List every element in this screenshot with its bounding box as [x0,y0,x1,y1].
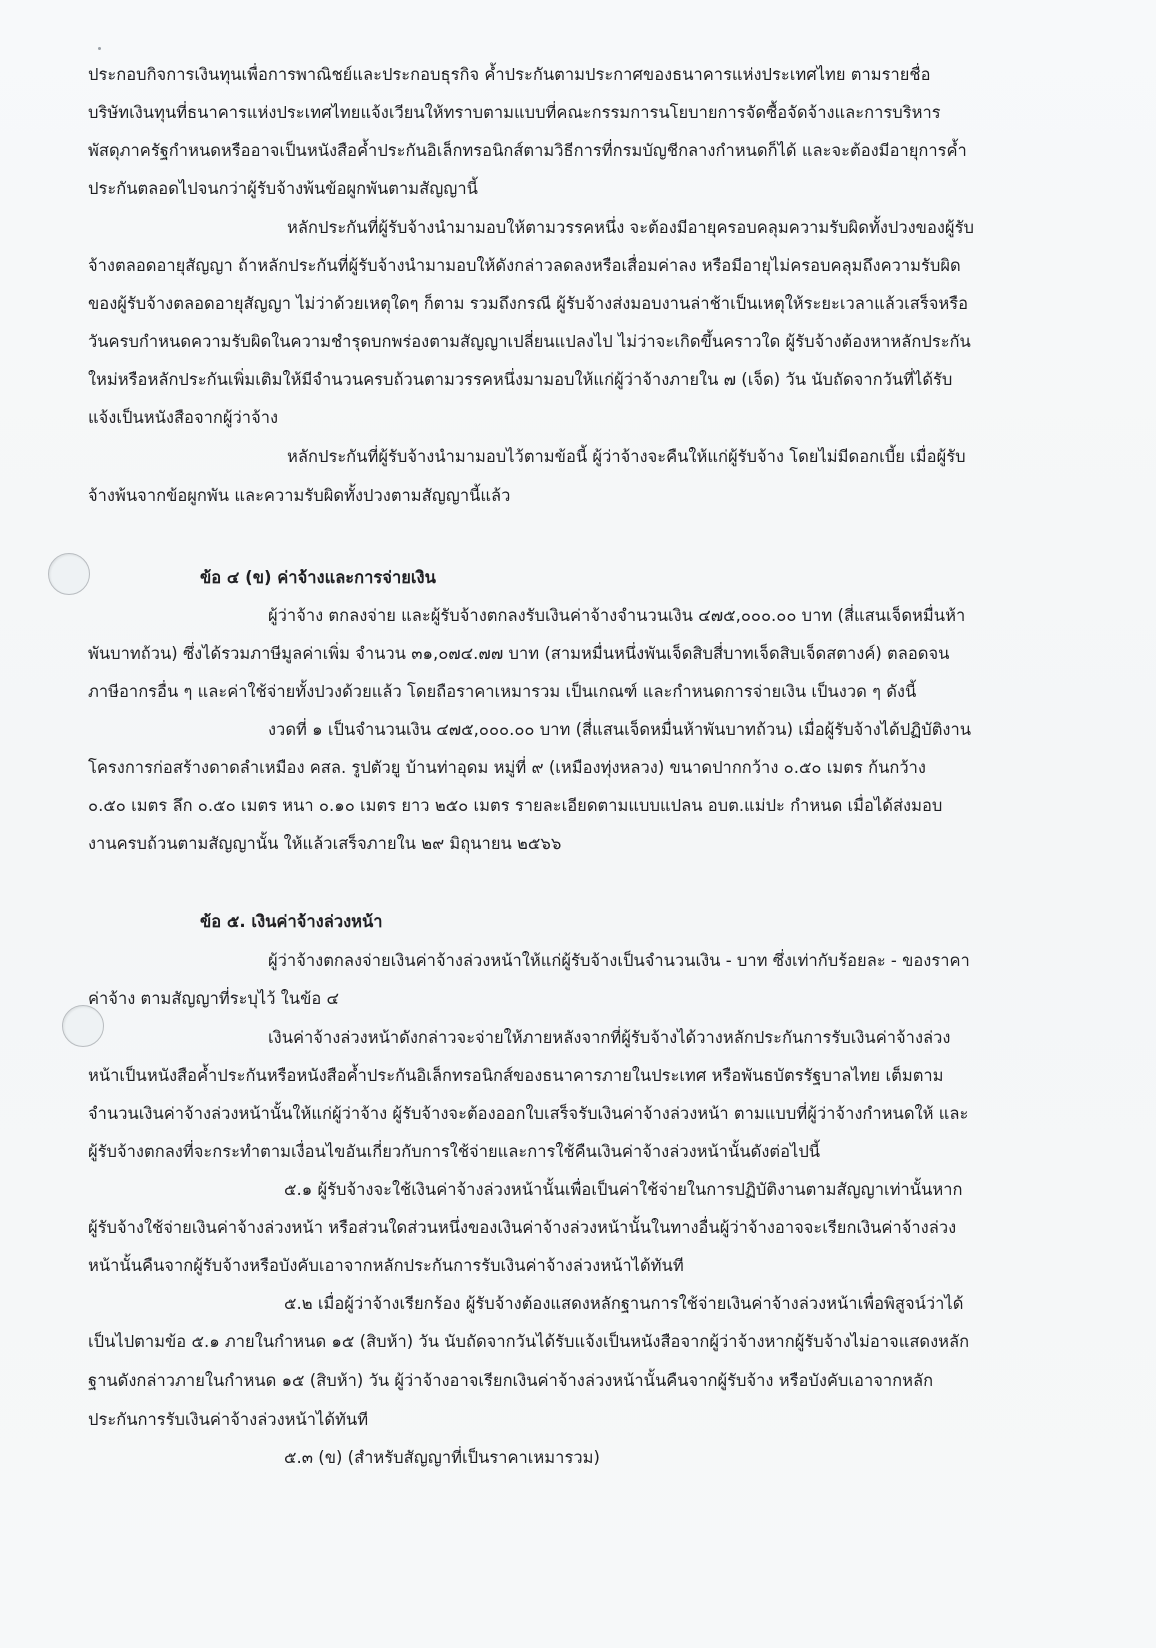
text-line: ประกันการรับเงินค่าจ้างล่วงหน้าได้ทันที [88,1410,369,1429]
text-line: ผู้ว่าจ้างตกลงจ่ายเงินค่าจ้างล่วงหน้าให้แก่ผู้รับจ้างเป็นจำนวนเงิน - บาท ซึ่งเท่ากับร้อยละ - ของราคา [268,951,970,970]
text-line: เป็นไปตามข้อ ๕.๑ ภายในกำหนด ๑๕ (สิบห้า) วัน นับถัดจากวันได้รับแจ้งเป็นหนังสือจากผู้ว่าจ้างหากผู้รับจ้างไม่อาจแสดงหลัก [88,1332,970,1351]
text-line: ๐.๕๐ เมตร ลึก ๐.๕๐ เมตร หนา ๐.๑๐ เมตร ยาว ๒๕๐ เมตร รายละเอียดตามแบบแปลน อบต.แม่ปะ กำหนด เมื่อได้ส่งมอบ [88,796,943,815]
text-line: ประกันตลอดไปจนกว่าผู้รับจ้างพ้นข้อผูกพันตามสัญญานี้ [88,179,478,198]
scan-speck [98,47,101,50]
text-line: พัสดุภาครัฐกำหนดหรืออาจเป็นหนังสือค้ำประกันอิเล็กทรอนิกส์ตามวิธีการที่กรมบัญชีกลางกำหนดก็ได้ และจะต้องมีอายุการค้ำ [88,141,967,160]
text-line: พันบาทถ้วน) ซึ่งได้รวมภาษีมูลค่าเพิ่ม จำนวน ๓๑,๐๗๔.๗๗ บาท (สามหมื่นหนึ่งพันเจ็ดสิบสี่บาทเจ็ดสิบเจ็ดสตางค์) ตลอดจน [88,644,950,663]
text-line: ของผู้รับจ้างตลอดอายุสัญญา ไม่ว่าด้วยเหตุใดๆ ก็ตาม รวมถึงกรณี ผู้รับจ้างส่งมอบงานล่าช้าเป็นเหตุให้ระยะเวลาแล้วเสร็จหรือ [88,294,969,313]
text-line: ผู้รับจ้างใช้จ่ายเงินค่าจ้างล่วงหน้า หรือส่วนใดส่วนหนึ่งของเงินค่าจ้างล่วงหน้านั้นในทางอื่นผู้ว่าจ้างอาจจะเรียกเงินค่าจ้างล่วง [88,1218,957,1237]
text-line: จ้างพ้นจากข้อผูกพัน และความรับผิดทั้งปวงตามสัญญานี้แล้ว [88,486,511,505]
text-line: ค่าจ้าง ตามสัญญาที่ระบุไว้ ในข้อ ๔ [88,989,339,1008]
text-line: โครงการก่อสร้างดาดลำเหมือง คสล. รูปตัวยู บ้านท่าอุดม หมู่ที่ ๙ (เหมืองทุ่งหลวง) ขนาดปากกว้าง ๐.๕๐ เมตร ก้นกว้าง [88,758,926,777]
text-line: วันครบกำหนดความรับผิดในความชำรุดบกพร่องตามสัญญาเปลี่ยนแปลงไป ไม่ว่าจะเกิดขึ้นคราวใด ผู้รับจ้างต้องหาหลักประกัน [88,332,971,351]
text-line: แจ้งเป็นหนังสือจากผู้ว่าจ้าง [88,408,279,427]
text-line: ผู้ว่าจ้าง ตกลงจ่าย และผู้รับจ้างตกลงรับเงินค่าจ้างจำนวนเงิน ๔๗๕,๐๐๐.๐๐ บาท (สี่แสนเจ็ดหมื่นห้า [268,606,966,625]
text-line: หลักประกันที่ผู้รับจ้างนำมามอบให้ตามวรรคหนึ่ง จะต้องมีอายุครอบคลุมความรับผิดทั้งปวงของผู้รับ [287,218,974,237]
text-line: บริษัทเงินทุนที่ธนาคารแห่งประเทศไทยแจ้งเวียนให้ทราบตามแบบที่คณะกรรมการนโยบายการจัดซื้อจัดจ้างและการบริหาร [88,103,941,122]
section-5-heading: ข้อ ๕. เงินค่าจ้างล่วงหน้า [200,912,383,931]
section-4-heading: ข้อ ๔ (ข) ค่าจ้างและการจ่ายเงิน [200,568,436,587]
text-line: หน้าเป็นหนังสือค้ำประกันหรือหนังสือค้ำประกันอิเล็กทรอนิกส์ของธนาคารภายในประเทศ หรือพันธบัตรรัฐบาลไทย เต็มตาม [88,1066,944,1085]
text-line: ฐานดังกล่าวภายในกำหนด ๑๕ (สิบห้า) วัน ผู้ว่าจ้างอาจเรียกเงินค่าจ้างล่วงหน้านั้นคืนจากผู้รับจ้าง หรือบังคับเอาจากหลัก [88,1371,934,1390]
text-line: ใหม่หรือหลักประกันเพิ่มเติมให้มีจำนวนครบถ้วนตามวรรคหนึ่งมามอบให้แก่ผู้ว่าจ้างภายใน ๗ (เจ็ด) วัน นับถัดจากวันที่ได้รับ [88,370,953,389]
item-5-3: ๕.๓ (ข) (สำหรับสัญญาที่เป็นราคาเหมารวม) [284,1448,600,1467]
text-line: ประกอบกิจการเงินทุนเพื่อการพาณิชย์และประกอบธุรกิจ ค้ำประกันตามประกาศของธนาคารแห่งประเทศไทย ตามรายชื่อ [88,65,931,84]
text-line: งวดที่ ๑ เป็นจำนวนเงิน ๔๗๕,๐๐๐.๐๐ บาท (สี่แสนเจ็ดหมื่นห้าพันบาทถ้วน) เมื่อผู้รับจ้างได้ปฏิบัติงาน [268,720,972,739]
text-line: งานครบถ้วนตามสัญญานั้น ให้แล้วเสร็จภายใน ๒๙ มิถุนายน ๒๕๖๖ [88,834,562,853]
text-line: หลักประกันที่ผู้รับจ้างนำมามอบไว้ตามข้อนี้ ผู้ว่าจ้างจะคืนให้แก่ผู้รับจ้าง โดยไม่มีดอกเบี้ย เมื่อผู้รับ [287,447,966,466]
text-line: จำนวนเงินค่าจ้างล่วงหน้านั้นให้แก่ผู้ว่าจ้าง ผู้รับจ้างจะต้องออกใบเสร็จรับเงินค่าจ้างล่วงหน้า ตามแบบที่ผู้ว่าจ้างกำหนดให้ และ [88,1104,969,1123]
text-line: จ้างตลอดอายุสัญญา ถ้าหลักประกันที่ผู้รับจ้างนำมามอบให้ดังกล่าวลดลงหรือเสื่อมค่าลง หรือมีอายุไม่ครอบคลุมถึงความรับผิด [88,256,961,275]
text-line: ภาษีอากรอื่น ๆ และค่าใช้จ่ายทั้งปวงด้วยแล้ว โดยถือราคาเหมารวม เป็นเกณฑ์ และกำหนดการจ่ายเงิน เป็นงวด ๆ ดังนี้ [88,682,917,701]
punch-hole-bottom [62,1005,104,1047]
item-5-1: ๕.๑ ผู้รับจ้างจะใช้เงินค่าจ้างล่วงหน้านั้นเพื่อเป็นค่าใช้จ่ายในการปฏิบัติงานตามสัญญาเท่านั้นหาก [284,1180,963,1199]
text-line: หน้านั้นคืนจากผู้รับจ้างหรือบังคับเอาจากหลักประกันการรับเงินค่าจ้างล่วงหน้าได้ทันที [88,1256,684,1275]
item-5-2: ๕.๒ เมื่อผู้ว่าจ้างเรียกร้อง ผู้รับจ้างต้องแสดงหลักฐานการใช้จ่ายเงินค่าจ้างล่วงหน้าเพื่อพิสูจน์ว่าได้ [284,1294,964,1313]
text-line: ผู้รับจ้างตกลงที่จะกระทำตามเงื่อนไขอันเกี่ยวกับการใช้จ่ายและการใช้คืนเงินค่าจ้างล่วงหน้านั้นดังต่อไปนี้ [88,1142,821,1161]
text-line: เงินค่าจ้างล่วงหน้าดังกล่าวจะจ่ายให้ภายหลังจากที่ผู้รับจ้างได้วางหลักประกันการรับเงินค่าจ้างล่วง [268,1028,951,1047]
punch-hole-top [48,553,90,595]
